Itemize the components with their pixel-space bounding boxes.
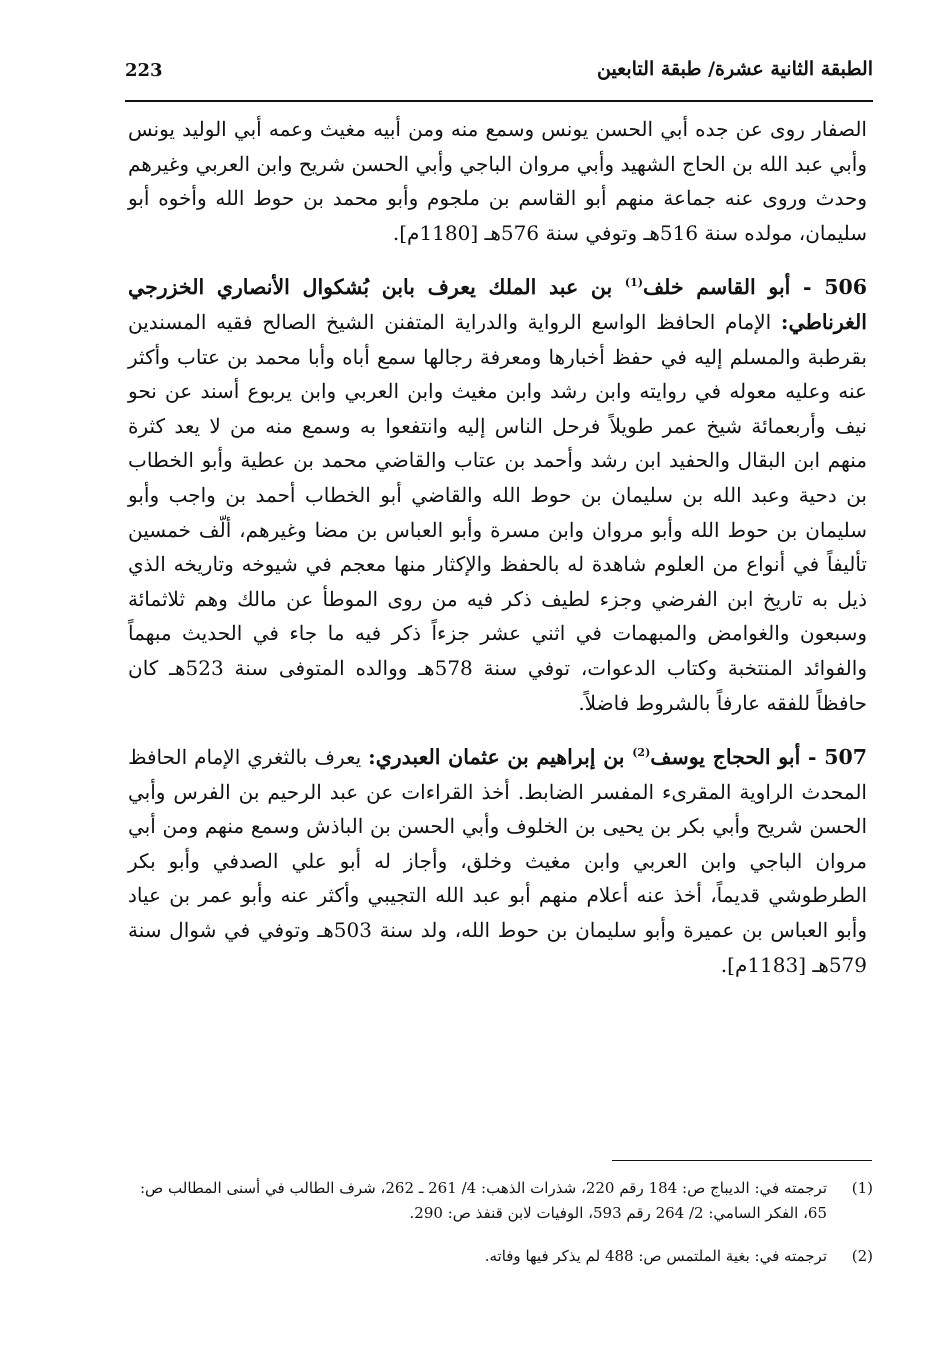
- footnote-2-number: (2): [851, 1247, 873, 1265]
- entry-body-507: يعرف بالثغري الإمام الحافظ المحدث الراوية المقرىء المفسر الضابط. أخذ القراءات عن عبد الرحيم بن الفرس وأبي الحسن شريح وأبي بكر بن يحيى بن الخلوف وأبي الحسن بن الباذش وسمع منهم ومن أبي مروان الباجي وابن العربي وابن مغيث وخلق، وأجاز له أبو علي الصدفي وأبو بكر الطرطوشي قديماً، أخذ عنه أعلام منهم أبو عبد الله التجيبي وأكثر عنه وأبو عمر بن عياد وأبو العباس بن عميرة وأبو سليمان بن حوط الله، ولد سنة 503هـ وتوفي في شوال سنة 579هـ [1183م].: [128, 745, 868, 977]
- main-text: [128, 112, 867, 982]
- footnote-1: [140, 1176, 873, 1226]
- footnote-2: [140, 1244, 873, 1269]
- entry-title-506-part1: 506 - أبو القاسم خلف: [642, 275, 868, 300]
- entry-title-507-part1: 507 - أبو الحجاج يوسف: [650, 745, 867, 770]
- running-title: الطبقة الثانية عشرة/ طبقة التابعين: [596, 58, 873, 80]
- page-header: [125, 58, 873, 104]
- entry-title-506-part2: بن عبد الملك يعرف بابن بُشكوال الأنصاري الخزرجي الغرناطي:: [128, 275, 867, 334]
- biography-entry-506: [128, 270, 867, 720]
- footnotes: [140, 1176, 873, 1269]
- entry-title-507-part2: بن إبراهيم بن عثمان العبدري:: [368, 745, 633, 770]
- page-number: 223: [125, 60, 163, 81]
- biography-entry-507: [128, 740, 867, 982]
- footnote-ref-2[interactable]: (2): [632, 746, 651, 760]
- header-divider: [125, 100, 873, 102]
- entry-title-507: [368, 745, 867, 769]
- footnote-2-text: ترجمته في: بغية الملتمس ص: 488 لم يذكر فيها وفاته.: [484, 1247, 827, 1265]
- footnote-divider: [612, 1160, 872, 1161]
- footnote-1-text: ترجمته في: الديباج ص: 184 رقم 220، شذرات الذهب: 4/ 261 ـ 262، شرف الطالب في أسنى المطالب ص: 65، الفكر السامي: 2/ 264 رقم 593، الوفيات لابن قنفذ ص: 290.: [140, 1179, 827, 1222]
- continuation-paragraph: الصفار روى عن جده أبي الحسن يونس وسمع منه ومن أبيه مغيث وعمه أبي الوليد يونس وأبي عبد الله بن الحاج الشهيد وأبي مروان الباجي وأبي الحسن شريح وابن العربي وغيرهم وحدث وروى عنه جماعة منهم أبو القاسم بن ملجوم وأبو محمد بن حوط الله وأخوه أبو سليمان، مولده سنة 516هـ وتوفي سنة 576هـ [1180م].: [128, 117, 868, 245]
- footnote-ref-1[interactable]: (1): [624, 276, 643, 290]
- footnote-1-number: (1): [851, 1179, 873, 1197]
- entry-body-506: الإمام الحافظ الواسع الرواية والدراية المتفنن الشيخ الصالح فقيه المسندين بقرطبة والمسلم إليه في حفظ أخبارها ومعرفة رجالها سمع أباه وأبا محمد بن عتاب وأكثر عنه وعليه معوله في روايته وابن رشد وابن مغيث وابن العربي وابن يربوع أسند عن نحو نيف وأربعمائة شيخ عمر طويلاً فرحل الناس إليه وانتفعوا به وسمع منه من لا يعد كثرة منهم ابن البقال والحفيد ابن رشد وأحمد بن عتاب والقاضي محمد بن عطية وأبو الخطاب بن دحية وعبد الله بن سليمان بن حوط الله والقاضي أبو الخطاب أحمد بن واجب وأبو سليمان بن حوط الله وأبو مروان وابن مسرة وأبو العباس بن مضا وغيرهم، ألّف خمسين تأليفاً في أنواع من العلوم شاهدة له بالحفظ والإكثار منها معجم في شيوخه وتاريخه الذي ذيل به تاريخ ابن الفرضي وجزء لطيف ذكر فيه من روى الموطأ عن مالك وهم ثلاثمائة وسبعون والغوامض والمبهمات في اثني عشر جزءاً ذكر فيه ما جاء في الحديث مبهماً والفوائد المنتخبة وكتاب الدعوات، توفي سنة 578هـ ووالده المتوفى سنة 523هـ كان حافظاً للفقه عارفاً بالشروط فاضلاً.: [128, 309, 867, 715]
